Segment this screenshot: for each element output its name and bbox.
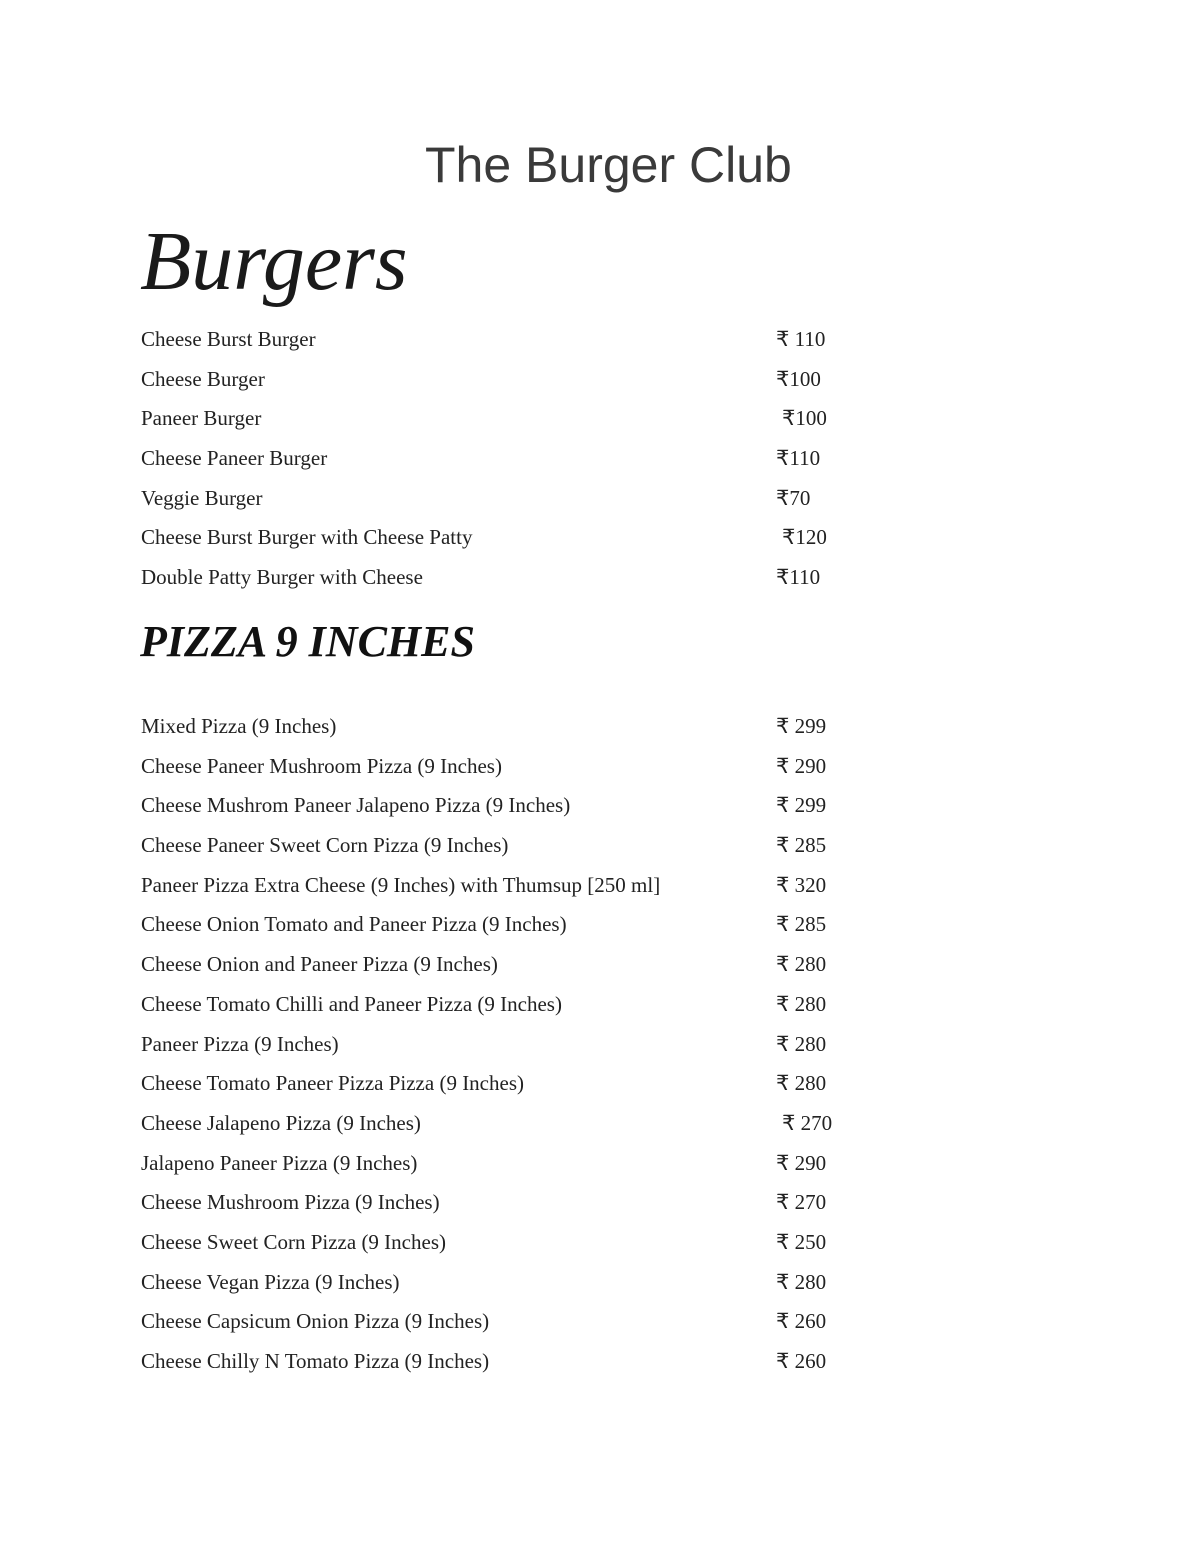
menu-item — [141, 364, 861, 404]
item-price: ₹ 299 — [776, 793, 827, 818]
menu-item — [141, 1227, 861, 1267]
item-price: ₹ 290 — [776, 753, 827, 778]
item-name: Paneer Burger — [141, 406, 262, 431]
item-name: Cheese Mushrom Paneer Jalapeno Pizza (9 Inches) — [141, 793, 571, 818]
menu-item — [141, 1306, 861, 1346]
menu-item — [141, 403, 861, 443]
menu-item — [141, 1108, 861, 1148]
menu-item — [141, 870, 861, 910]
item-name: Mixed Pizza (9 Inches) — [141, 714, 337, 738]
item-name: Jalapeno Paneer Pizza (9 Inches) — [141, 1150, 418, 1175]
pizza-heading: PIZZA 9 INCHES — [140, 617, 475, 666]
item-price: ₹ 260 — [776, 1349, 827, 1373]
menu-item — [141, 1029, 861, 1069]
item-name: Cheese Paneer Sweet Corn Pizza (9 Inches) — [141, 833, 509, 858]
item-price: ₹ 250 — [776, 1229, 827, 1254]
menu-item — [141, 830, 861, 870]
menu-item — [141, 949, 861, 989]
item-name: Cheese Paneer Burger — [141, 446, 328, 471]
item-price: ₹120 — [782, 525, 827, 550]
item-name: Paneer Pizza (9 Inches) — [141, 1031, 339, 1056]
item-name: Cheese Burst Burger — [141, 327, 316, 351]
menu-item — [141, 711, 861, 751]
item-name: Cheese Mushroom Pizza (9 Inches) — [141, 1190, 440, 1215]
burger-menu-list — [141, 324, 861, 602]
item-name: Cheese Chilly N Tomato Pizza (9 Inches) — [141, 1349, 490, 1373]
item-price: ₹ 280 — [776, 1071, 827, 1096]
item-name: Cheese Sweet Corn Pizza (9 Inches) — [141, 1229, 446, 1254]
menu-item — [141, 790, 861, 830]
item-name: Cheese Onion and Paneer Pizza (9 Inches) — [141, 952, 498, 977]
item-price: ₹ 270 — [782, 1110, 833, 1135]
item-name: Cheese Paneer Mushroom Pizza (9 Inches) — [141, 753, 502, 778]
item-name: Cheese Tomato Chilli and Paneer Pizza (9 Inches) — [141, 991, 562, 1016]
item-price: ₹ 280 — [776, 991, 827, 1016]
menu-item — [141, 443, 861, 483]
item-name: Cheese Jalapeno Pizza (9 Inches) — [141, 1110, 421, 1135]
item-name: Cheese Onion Tomato and Paneer Pizza (9 Inches) — [141, 912, 567, 937]
menu-item — [141, 909, 861, 949]
item-price: ₹ 280 — [776, 952, 827, 977]
item-price: ₹ 280 — [776, 1269, 827, 1294]
menu-item — [141, 483, 861, 523]
item-price: ₹110 — [776, 446, 821, 471]
item-name: Double Patty Burger with Cheese — [141, 565, 423, 590]
pizza-menu-list — [141, 711, 861, 1386]
item-price: ₹ 320 — [776, 872, 827, 897]
item-price: ₹ 270 — [776, 1190, 827, 1215]
item-price: ₹110 — [776, 565, 821, 590]
menu-item — [141, 751, 861, 791]
item-name: Cheese Burst Burger with Cheese Patty — [141, 525, 473, 550]
menu-item — [141, 562, 861, 602]
menu-item — [141, 1068, 861, 1108]
menu-item — [141, 1346, 861, 1386]
item-name: Veggie Burger — [141, 485, 263, 510]
item-price: ₹ 299 — [776, 714, 827, 738]
menu-item — [141, 989, 861, 1029]
menu-item — [141, 1267, 861, 1307]
item-price: ₹100 — [782, 406, 827, 431]
item-price: ₹100 — [776, 366, 821, 391]
item-name: Cheese Capsicum Onion Pizza (9 Inches) — [141, 1309, 490, 1334]
restaurant-title: The Burger Club — [425, 137, 792, 193]
item-price: ₹ 260 — [776, 1309, 827, 1334]
burgers-heading: Burgers — [140, 215, 408, 308]
menu-item — [141, 1187, 861, 1227]
menu-item — [141, 324, 861, 364]
item-price: ₹ 285 — [776, 833, 827, 858]
item-price: ₹ 110 — [776, 327, 826, 351]
menu-item — [141, 1148, 861, 1188]
item-name: Cheese Burger — [141, 366, 265, 391]
item-name: Paneer Pizza Extra Cheese (9 Inches) with Thumsup [250 ml] — [141, 872, 661, 897]
item-name: Cheese Tomato Paneer Pizza Pizza (9 Inches) — [141, 1071, 524, 1096]
menu-item — [141, 522, 861, 562]
item-name: Cheese Vegan Pizza (9 Inches) — [141, 1269, 400, 1294]
item-price: ₹ 285 — [776, 912, 827, 937]
item-price: ₹ 290 — [776, 1150, 827, 1175]
item-price: ₹ 280 — [776, 1031, 827, 1056]
item-price: ₹70 — [776, 485, 811, 510]
